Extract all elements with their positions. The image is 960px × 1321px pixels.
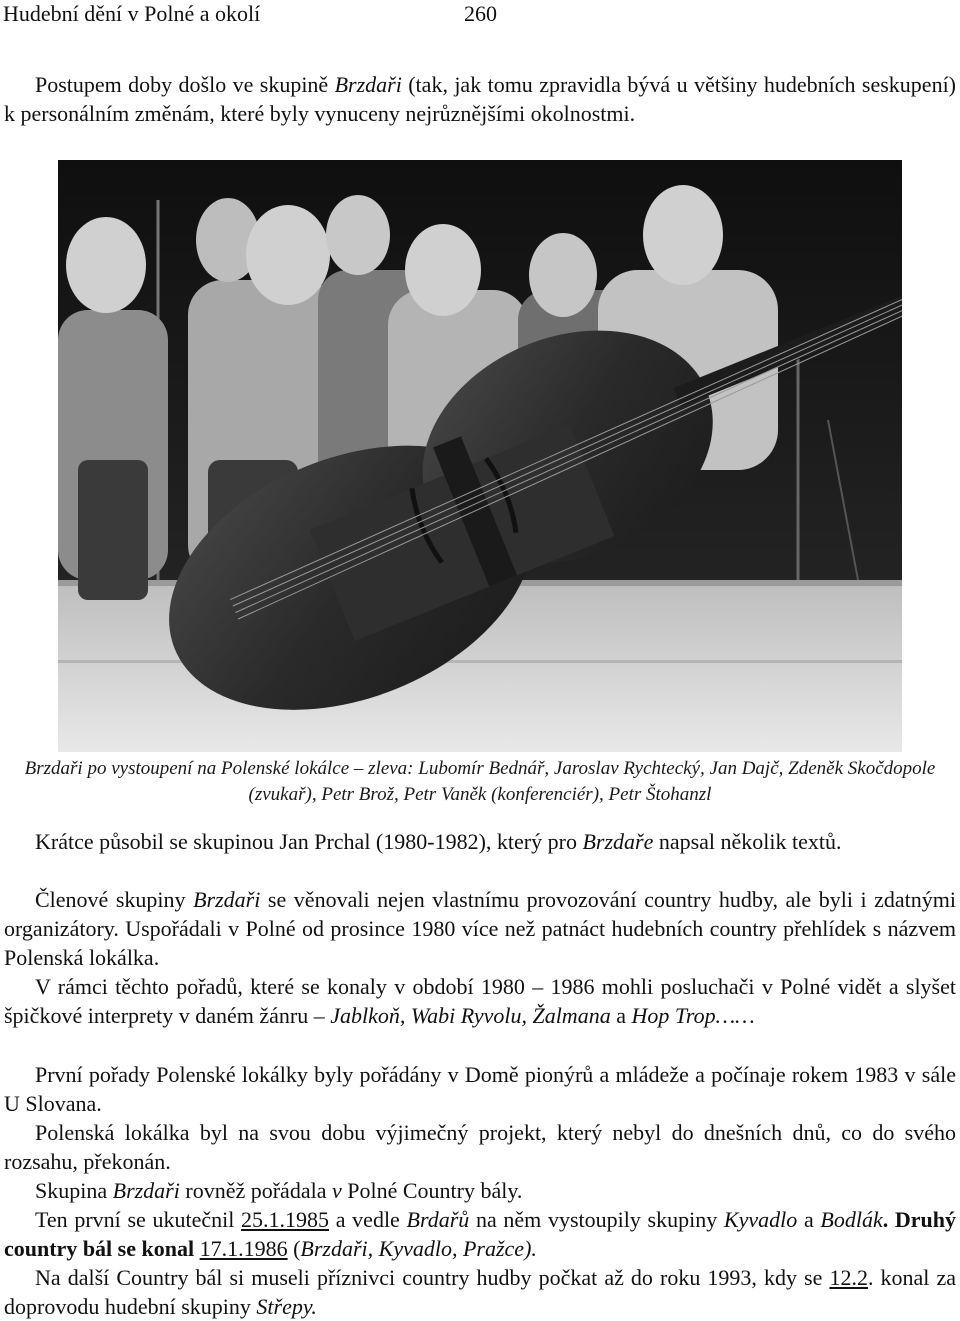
band-photo-illustration <box>58 160 902 752</box>
p7-text-c: Brdařů <box>406 1207 470 1232</box>
p7-text-h: . Druhý country bál se konal <box>4 1207 957 1261</box>
paragraph-events <box>4 972 956 1030</box>
p5-text: Polenská lokálka byl na svou dobu výjimečný projekt, který nebyl do dnešních dnů, co do svého rozsahu, překonán. <box>4 1120 956 1174</box>
p2-text-a: Členové skupiny <box>35 887 186 912</box>
page-number: 260 <box>464 1 497 26</box>
date-first-ball: 25.1.1985 <box>241 1207 330 1232</box>
paragraph-balls <box>4 1176 956 1205</box>
p6-text-e: Polné Country bály. <box>347 1178 523 1203</box>
p3-text-a: V rámci těchto pořadů, které se konaly v období 1980 – 1986 mohli posluchači v Polné vidět a slyšet špičkové interprety v daném žánru – <box>4 974 956 1028</box>
p8-text-b: . konal za doprovodu hudební skupiny <box>4 1265 957 1319</box>
p1-text-c: napsal několik textů. <box>658 829 842 854</box>
p2-text-c: se věnovali nejen vlastnímu provozování country hudby, ale byli i zdatnými organizátory. Uspořádali v Polné od prosince 1980 více než patnáct hudebních country přehlídek s názvem Polenská lokálka. <box>4 887 957 970</box>
band-name: Brzdaři <box>334 72 402 97</box>
p6-text-d: v <box>331 1178 342 1203</box>
header-title: Hudební dění v Polné a okolí <box>3 1 261 26</box>
p7-text-b: a vedle <box>335 1207 400 1232</box>
p3-text-b: Jablkoň, Wabi Ryvolu, Žalmana <box>330 1003 611 1028</box>
p7-text-f: a <box>803 1207 814 1232</box>
paragraph-first-ball <box>4 1205 956 1263</box>
date-1993: 12.2 <box>829 1265 868 1290</box>
paragraph-prchal <box>4 827 956 856</box>
p8-text-a: Na další Country bál si museli příznivci country hudby počkat až do roku 1993, kdy se <box>35 1265 823 1290</box>
page-header <box>3 0 497 28</box>
p1-text-b: Brzdaře <box>582 829 654 854</box>
p7-text-j: Brzdaři, Kyvadlo, Pražce). <box>300 1236 537 1261</box>
p7-text-g: Bodlák <box>820 1207 883 1232</box>
intro-text-a: Postupem doby došlo ve skupině <box>35 72 329 97</box>
photo-caption: Brzdaři po vystoupení na Polenské lokálce – zleva: Lubomír Bednář, Jaroslav Rychtecký, Jan Dajč, Zdeněk Skočdopole (zvukař), Petr Brož, Petr Vaněk (konferenciér), Petr Štohanzl <box>24 758 936 805</box>
p6-text-a: Skupina <box>35 1178 108 1203</box>
intro-paragraph <box>4 70 956 128</box>
p8-text-c: Střepy. <box>256 1294 317 1319</box>
paragraph-members <box>4 885 956 972</box>
p3-text-c: a <box>616 1003 626 1028</box>
p6-text-b: Brzdaři <box>112 1178 180 1203</box>
p7-text-a: Ten první se ukutečnil <box>35 1207 235 1232</box>
band-photo <box>58 160 902 752</box>
p7-text-d: na něm vystoupily skupiny <box>475 1207 718 1232</box>
paragraph-project <box>4 1118 956 1176</box>
intro-text-c: (tak, jak tomu zpravidla bývá u většiny hudebních seskupení) k personálním změnám, které byly vynuceny nejrůznějšími okolnostmi. <box>4 72 957 126</box>
p2-text-b: Brzdaři <box>193 887 261 912</box>
p7-text-i: ( <box>293 1236 301 1261</box>
p6-text-c: rovněž pořádala <box>185 1178 327 1203</box>
p3-text-d: Hop Trop…… <box>631 1003 755 1028</box>
paragraph-first-shows <box>4 1060 956 1118</box>
p1-text-a: Krátce působil se skupinou Jan Prchal (1980-1982), který pro <box>35 829 577 854</box>
date-second-ball: 17.1.1986 <box>199 1236 288 1261</box>
paragraph-1993 <box>4 1263 956 1321</box>
p4-text: První pořady Polenské lokálky byly pořádány v Domě pionýrů a mládeže a počínaje rokem 1983 v sále U Slovana. <box>4 1062 956 1116</box>
p7-text-e: Kyvadlo <box>723 1207 798 1232</box>
